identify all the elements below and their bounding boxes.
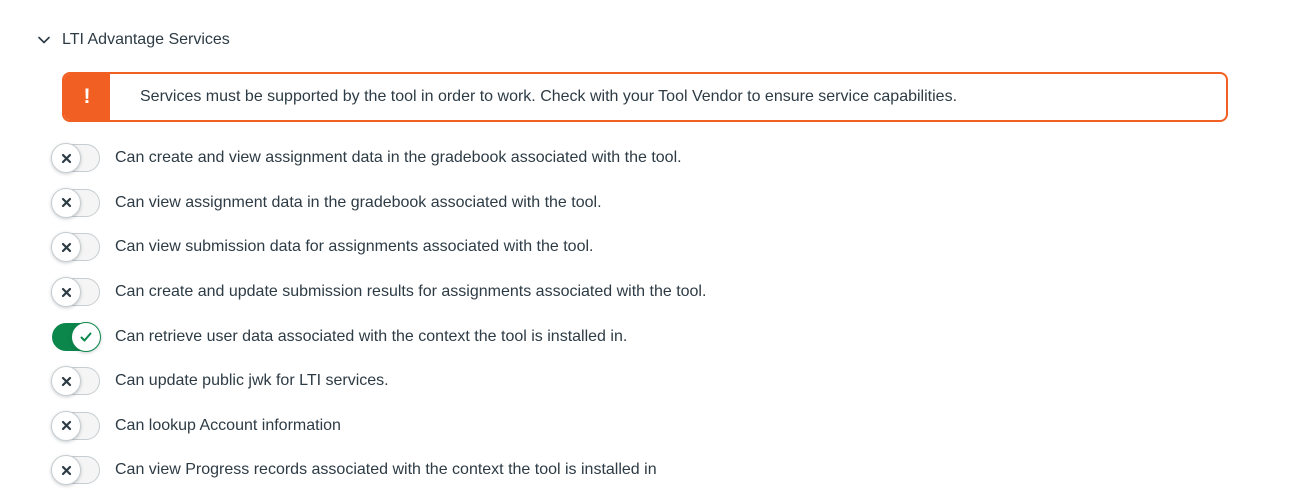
service-label: Can view Progress records associated with the context the tool is installed in [115,461,657,479]
service-toggle[interactable] [52,144,100,172]
chevron-down-icon [36,32,52,48]
service-toggle[interactable] [52,412,100,440]
x-icon [60,241,73,254]
service-row [52,359,1301,404]
check-icon [78,329,94,345]
service-toggle[interactable] [52,456,100,484]
service-label: Can create and update submission results for assignments associated with the tool. [115,283,707,301]
service-row [52,314,1301,359]
service-label: Can view submission data for assignments associated with the tool. [115,238,594,256]
toggle-knob [51,232,81,262]
section-title: LTI Advantage Services [62,31,230,48]
service-label: Can lookup Account information [115,416,341,434]
service-toggle[interactable] [52,189,100,217]
services-list [52,136,1301,493]
toggle-knob [51,411,81,441]
warning-banner [62,72,1228,122]
service-row [52,404,1301,449]
x-icon [60,196,73,209]
x-icon [60,375,73,388]
toggle-knob [71,322,101,352]
service-row [52,225,1301,270]
section-header-toggle[interactable] [36,30,230,50]
service-row [52,448,1301,493]
service-toggle[interactable] [52,367,100,395]
lti-advantage-services-section [0,30,1301,502]
warning-message: Services must be supported by the tool in order to work. Check with your Tool Vendor to ensure service capabilities. [140,88,958,105]
toggle-knob [51,277,81,307]
x-icon [60,286,73,299]
service-label: Can update public jwk for LTI services. [115,372,389,390]
warning-icon [64,74,110,120]
x-icon [60,419,73,432]
service-label: Can view assignment data in the gradebook associated with the tool. [115,193,602,211]
service-label: Can retrieve user data associated with the context the tool is installed in. [115,327,628,345]
warning-icon-glyph: ! [83,85,91,108]
service-toggle[interactable] [52,323,100,351]
x-icon [60,464,73,477]
service-row [52,181,1301,226]
x-icon [60,152,73,165]
toggle-knob [51,366,81,396]
service-label: Can create and view assignment data in the gradebook associated with the tool. [115,149,682,167]
service-row [52,136,1301,181]
service-toggle[interactable] [52,233,100,261]
service-row [52,270,1301,315]
toggle-knob [51,143,81,173]
toggle-knob [51,455,81,485]
service-toggle[interactable] [52,278,100,306]
toggle-knob [51,188,81,218]
